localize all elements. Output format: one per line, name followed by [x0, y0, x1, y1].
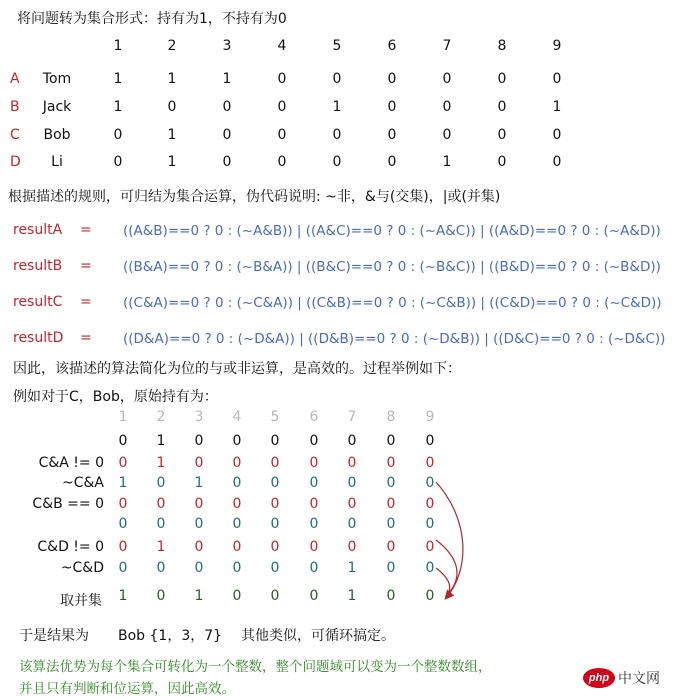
- example-cell: 0: [270, 475, 280, 491]
- table-cell: 0: [277, 99, 287, 115]
- example-cell: 0: [232, 475, 242, 491]
- union-value: 0: [156, 588, 166, 604]
- original-value: 0: [232, 433, 242, 449]
- example-cell: 0: [156, 496, 166, 512]
- row-letter: D: [10, 154, 21, 170]
- example-cell: 0: [270, 560, 280, 576]
- example-cell: 0: [118, 516, 128, 532]
- advantage-line-1: 该算法优势为每个集合可转化为一个整数，整个问题域可以变为一个整数数组，: [19, 659, 492, 675]
- table-cell: 0: [113, 127, 123, 143]
- example-cell: 0: [232, 496, 242, 512]
- example-cell: 0: [386, 560, 396, 576]
- table-cell: 0: [387, 127, 397, 143]
- example-cell: 0: [425, 496, 435, 512]
- example-cell: 0: [118, 539, 128, 555]
- example-cell: 0: [347, 539, 357, 555]
- example-cell: 0: [425, 560, 435, 576]
- example-cell: 0: [425, 475, 435, 491]
- table-cell: 0: [442, 127, 452, 143]
- row-name: Bob: [43, 127, 71, 143]
- example-cell: 0: [232, 455, 242, 471]
- row-name: Jack: [42, 99, 72, 115]
- example-column-header: 5: [270, 409, 280, 425]
- table-cell: 0: [552, 154, 562, 170]
- example-cell: 0: [386, 496, 396, 512]
- table-cell: 0: [222, 154, 232, 170]
- example-intro-text: 例如对于C，Bob，原始持有为：: [13, 389, 218, 405]
- result-suffix: 其他类似，可循环搞定。: [241, 628, 395, 644]
- table-cell: 0: [113, 154, 123, 170]
- column-header: 6: [387, 38, 397, 54]
- example-cell: 0: [270, 539, 280, 555]
- table-cell: 0: [387, 71, 397, 87]
- example-column-header: 2: [156, 409, 166, 425]
- rules-text: 根据描述的规则，可归结为集合运算，伪代码说明: ~非，&与(交集)，|或(并集): [8, 189, 501, 205]
- example-row-label: C&A != 0: [38, 455, 104, 471]
- example-cell: 0: [232, 539, 242, 555]
- formula-expression: ((D&A)==0 ? 0 : (~D&A)) | ((D&B)==0 ? 0 : (~D&B)) | ((D&C)==0 ? 0 : (~D&C)): [123, 331, 666, 347]
- example-cell: 0: [156, 475, 166, 491]
- union-value: 0: [309, 588, 319, 604]
- example-cell: 0: [194, 539, 204, 555]
- union-value: 0: [386, 588, 396, 604]
- row-name: Tom: [42, 71, 72, 87]
- intro-text: 将问题转为集合形式：持有为1，不持有为0: [17, 11, 287, 27]
- table-cell: 0: [222, 99, 232, 115]
- example-cell: 1: [118, 475, 128, 491]
- union-value: 1: [347, 588, 357, 604]
- original-value: 0: [194, 433, 204, 449]
- union-value: 0: [270, 588, 280, 604]
- arrow-curve: [436, 568, 450, 596]
- column-header: 8: [497, 38, 507, 54]
- formula-equals: =: [80, 294, 92, 310]
- watermark: [583, 668, 660, 688]
- conclusion-text: 因此，该描述的算法简化为位的与或非运算，是高效的。过程举例如下：: [13, 361, 461, 377]
- table-cell: 0: [387, 154, 397, 170]
- example-cell: 0: [232, 516, 242, 532]
- table-cell: 0: [332, 154, 342, 170]
- example-column-header: 1: [118, 409, 128, 425]
- original-value: 0: [118, 433, 128, 449]
- table-cell: 1: [552, 99, 562, 115]
- union-value: 1: [118, 588, 128, 604]
- table-cell: 0: [387, 99, 397, 115]
- example-cell: 0: [347, 496, 357, 512]
- formula-expression: ((C&A)==0 ? 0 : (~C&A)) | ((C&B)==0 ? 0 : (~C&B)) | ((C&D)==0 ? 0 : (~C&D)): [123, 295, 662, 311]
- result-set: Bob {1，3，7}: [118, 628, 223, 644]
- table-cell: 1: [222, 71, 232, 87]
- example-column-header: 8: [386, 409, 396, 425]
- example-row-label: C&D != 0: [37, 539, 104, 555]
- formula-equals: =: [80, 222, 92, 238]
- column-header: 2: [167, 38, 177, 54]
- example-cell: 0: [156, 516, 166, 532]
- example-cell: 0: [347, 455, 357, 471]
- table-cell: 0: [552, 71, 562, 87]
- example-cell: 0: [194, 560, 204, 576]
- table-cell: 0: [497, 99, 507, 115]
- example-cell: 0: [386, 516, 396, 532]
- row-name: Li: [51, 154, 63, 170]
- column-header: 4: [277, 38, 287, 54]
- example-cell: 0: [232, 560, 242, 576]
- example-cell: 1: [194, 475, 204, 491]
- example-cell: 0: [194, 516, 204, 532]
- column-header: 1: [113, 38, 123, 54]
- table-cell: 0: [442, 99, 452, 115]
- example-cell: 1: [156, 455, 166, 471]
- example-column-header: 4: [232, 409, 242, 425]
- example-cell: 0: [309, 496, 319, 512]
- original-value: 0: [386, 433, 396, 449]
- example-cell: 0: [270, 455, 280, 471]
- original-value: 1: [156, 433, 166, 449]
- example-cell: 0: [118, 560, 128, 576]
- original-value: 0: [347, 433, 357, 449]
- column-header: 3: [222, 38, 232, 54]
- table-cell: 1: [167, 127, 177, 143]
- formula-equals: =: [80, 258, 92, 274]
- union-value: 0: [425, 588, 435, 604]
- row-letter: C: [10, 127, 20, 143]
- example-column-header: 6: [309, 409, 319, 425]
- watermark-site: 中文网: [618, 671, 660, 687]
- example-column-header: 7: [347, 409, 357, 425]
- formula-label: resultC: [13, 294, 63, 310]
- example-cell: 0: [270, 496, 280, 512]
- table-cell: 1: [113, 71, 123, 87]
- original-value: 0: [270, 433, 280, 449]
- example-cell: 0: [309, 539, 319, 555]
- row-letter: B: [10, 99, 20, 115]
- table-cell: 0: [497, 154, 507, 170]
- example-row-label: C&B == 0: [32, 496, 104, 512]
- original-value: 0: [425, 433, 435, 449]
- example-cell: 0: [386, 455, 396, 471]
- table-cell: 1: [332, 99, 342, 115]
- column-header: 7: [442, 38, 452, 54]
- table-cell: 1: [113, 99, 123, 115]
- example-cell: 0: [118, 455, 128, 471]
- example-row-label: ~C&D: [60, 560, 104, 576]
- example-column-header: 9: [425, 409, 435, 425]
- php-logo-icon: php: [583, 668, 615, 688]
- table-cell: 0: [222, 127, 232, 143]
- table-cell: 0: [442, 71, 452, 87]
- row-letter: A: [10, 71, 20, 87]
- formula-expression: ((A&B)==0 ? 0 : (~A&B)) | ((A&C)==0 ? 0 : (~A&C)) | ((A&D)==0 ? 0 : (~A&D)): [123, 223, 661, 239]
- table-cell: 0: [332, 127, 342, 143]
- example-cell: 0: [425, 516, 435, 532]
- union-label: 取并集: [60, 593, 102, 609]
- table-cell: 0: [552, 127, 562, 143]
- formula-label: resultB: [13, 258, 63, 274]
- union-value: 1: [194, 588, 204, 604]
- formula-expression: ((B&A)==0 ? 0 : (~B&A)) | ((B&C)==0 ? 0 : (~B&C)) | ((B&D)==0 ? 0 : (~B&D)): [123, 259, 661, 275]
- example-cell: 0: [309, 455, 319, 471]
- original-value: 0: [309, 433, 319, 449]
- example-cell: 0: [309, 516, 319, 532]
- formula-equals: =: [80, 330, 92, 346]
- arrow-curve: [436, 482, 463, 598]
- example-cell: 1: [156, 539, 166, 555]
- table-cell: 1: [167, 71, 177, 87]
- column-header: 5: [332, 38, 342, 54]
- example-cell: 0: [347, 516, 357, 532]
- table-cell: 0: [277, 71, 287, 87]
- union-value: 0: [232, 588, 242, 604]
- example-cell: 0: [270, 516, 280, 532]
- table-cell: 0: [497, 127, 507, 143]
- example-column-header: 3: [194, 409, 204, 425]
- formula-label: resultD: [13, 330, 64, 346]
- example-cell: 0: [386, 475, 396, 491]
- example-cell: 0: [194, 496, 204, 512]
- table-cell: 1: [167, 154, 177, 170]
- example-cell: 0: [309, 560, 319, 576]
- example-cell: 0: [425, 539, 435, 555]
- example-cell: 0: [386, 539, 396, 555]
- result-prefix: 于是结果为: [19, 628, 89, 644]
- table-cell: 0: [167, 99, 177, 115]
- example-row-label: ~C&A: [62, 475, 104, 491]
- example-cell: 0: [425, 455, 435, 471]
- example-cell: 0: [156, 560, 166, 576]
- example-cell: 0: [347, 475, 357, 491]
- table-cell: 0: [277, 127, 287, 143]
- table-cell: 0: [332, 71, 342, 87]
- formula-label: resultA: [13, 222, 63, 238]
- example-cell: 0: [309, 475, 319, 491]
- column-header: 9: [552, 38, 562, 54]
- example-cell: 1: [347, 560, 357, 576]
- example-cell: 0: [194, 455, 204, 471]
- example-cell: 0: [118, 496, 128, 512]
- table-cell: 0: [497, 71, 507, 87]
- table-cell: 1: [442, 154, 452, 170]
- advantage-line-2: 并且只有判断和位运算，因此高效。: [19, 681, 235, 697]
- table-cell: 0: [277, 154, 287, 170]
